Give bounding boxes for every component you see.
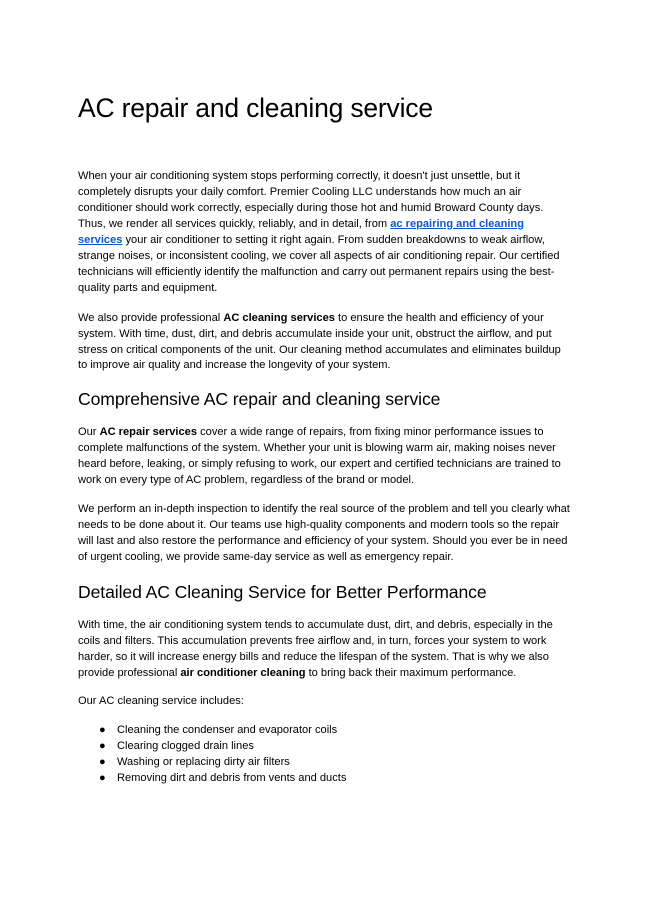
section2-text-1a: With time, the air conditioning system tends to accumulate dust, dirt, and debris, especially in the coils and filters. This accumulation prevents free airflow and, in turn, forces your system to work harder, so it will increase energy bills and reduce the lifespan of the system. That is why we also provide professional	[78, 619, 553, 679]
section2-paragraph-1	[78, 618, 570, 682]
list-item-text: Washing or replacing dirty air filters	[117, 755, 290, 768]
list-item	[78, 755, 570, 771]
section1-text-1b: cover a wide range of repairs, from fixing minor performance issues to complete malfunctions of the system. Whether your unit is blowing warm air, making noises never heard before, leaking, or simply refusing to work, our expert and certified technicians are trained to work on every type of AC problem, regardless of the brand or model.	[78, 426, 561, 487]
air-conditioner-cleaning-bold: air conditioner cleaning	[180, 666, 306, 679]
bullet-icon: ●	[99, 771, 106, 784]
intro-text-2a: We also provide professional	[78, 311, 224, 324]
intro-text-2b: to ensure the health and efficiency of your system. With time, dust, dirt, and debris accumulate inside your unit, obstruct the airflow, and put stress on critical components of the unit. Our cleaning method accumulates and eliminates buildup to improve air quality and increase the longevity of your system.	[78, 311, 561, 372]
intro-text-1a: When your air conditioning system stops performing correctly, it doesn't just unsettle, but it completely disrupts your daily comfort. Premier Cooling LLC understands how much an air conditioner should work correctly, especially during those hot and humid Broward County days. Thus, we render all services quickly, reliably, and in detail, from	[78, 170, 544, 230]
bullet-icon: ●	[99, 755, 106, 768]
page-title: AC repair and cleaning service	[78, 93, 433, 123]
intro-paragraph-1	[78, 169, 570, 297]
cleaning-service-list	[78, 723, 570, 787]
document-content	[78, 91, 570, 787]
ac-repair-services-bold: AC repair services	[99, 426, 198, 439]
intro-paragraph-2	[78, 311, 570, 375]
section2-paragraph-2: Our AC cleaning service includes:	[78, 694, 244, 707]
section-heading-detailed-cleaning: Detailed AC Cleaning Service for Better Performance	[78, 582, 487, 603]
list-item-text: Cleaning the condenser and evaporator coils	[117, 723, 338, 736]
list-item	[78, 723, 570, 739]
ac-repairing-cleaning-link[interactable]: ac repairing and cleaning services	[78, 217, 524, 246]
bullet-icon: ●	[99, 723, 106, 736]
section1-text-1a: Our	[78, 426, 100, 439]
intro-text-1b: your air conditioner to setting it right again. From sudden breakdowns to weak airflow, strange noises, or inconsistent cooling, we cover all aspects of air conditioning repair. Our certified technicians will efficiently identify the malfunction and carry out permanent repairs using the best-quality parts and equipment.	[78, 233, 560, 294]
list-item-text: Clearing clogged drain lines	[117, 739, 254, 752]
list-item-text: Removing dirt and debris from vents and ducts	[117, 771, 347, 784]
section1-paragraph-2: We perform an in-depth inspection to identify the real source of the problem and tell you clearly what needs to be done about it. Our teams use high-quality components and modern tools so the repair will last and also restore the performance and efficiency of your system. Should you ever be in need of urgent cooling, we provide same-day service as well as emergency repair.	[78, 503, 570, 564]
list-item	[78, 739, 570, 755]
bullet-icon: ●	[99, 739, 106, 752]
list-item	[78, 771, 570, 787]
section-heading-comprehensive: Comprehensive AC repair and cleaning service	[78, 389, 441, 410]
ac-cleaning-services-bold: AC cleaning services	[223, 311, 335, 324]
section2-text-1b: to bring back their maximum performance.	[305, 666, 517, 679]
section1-paragraph-1	[78, 425, 570, 489]
